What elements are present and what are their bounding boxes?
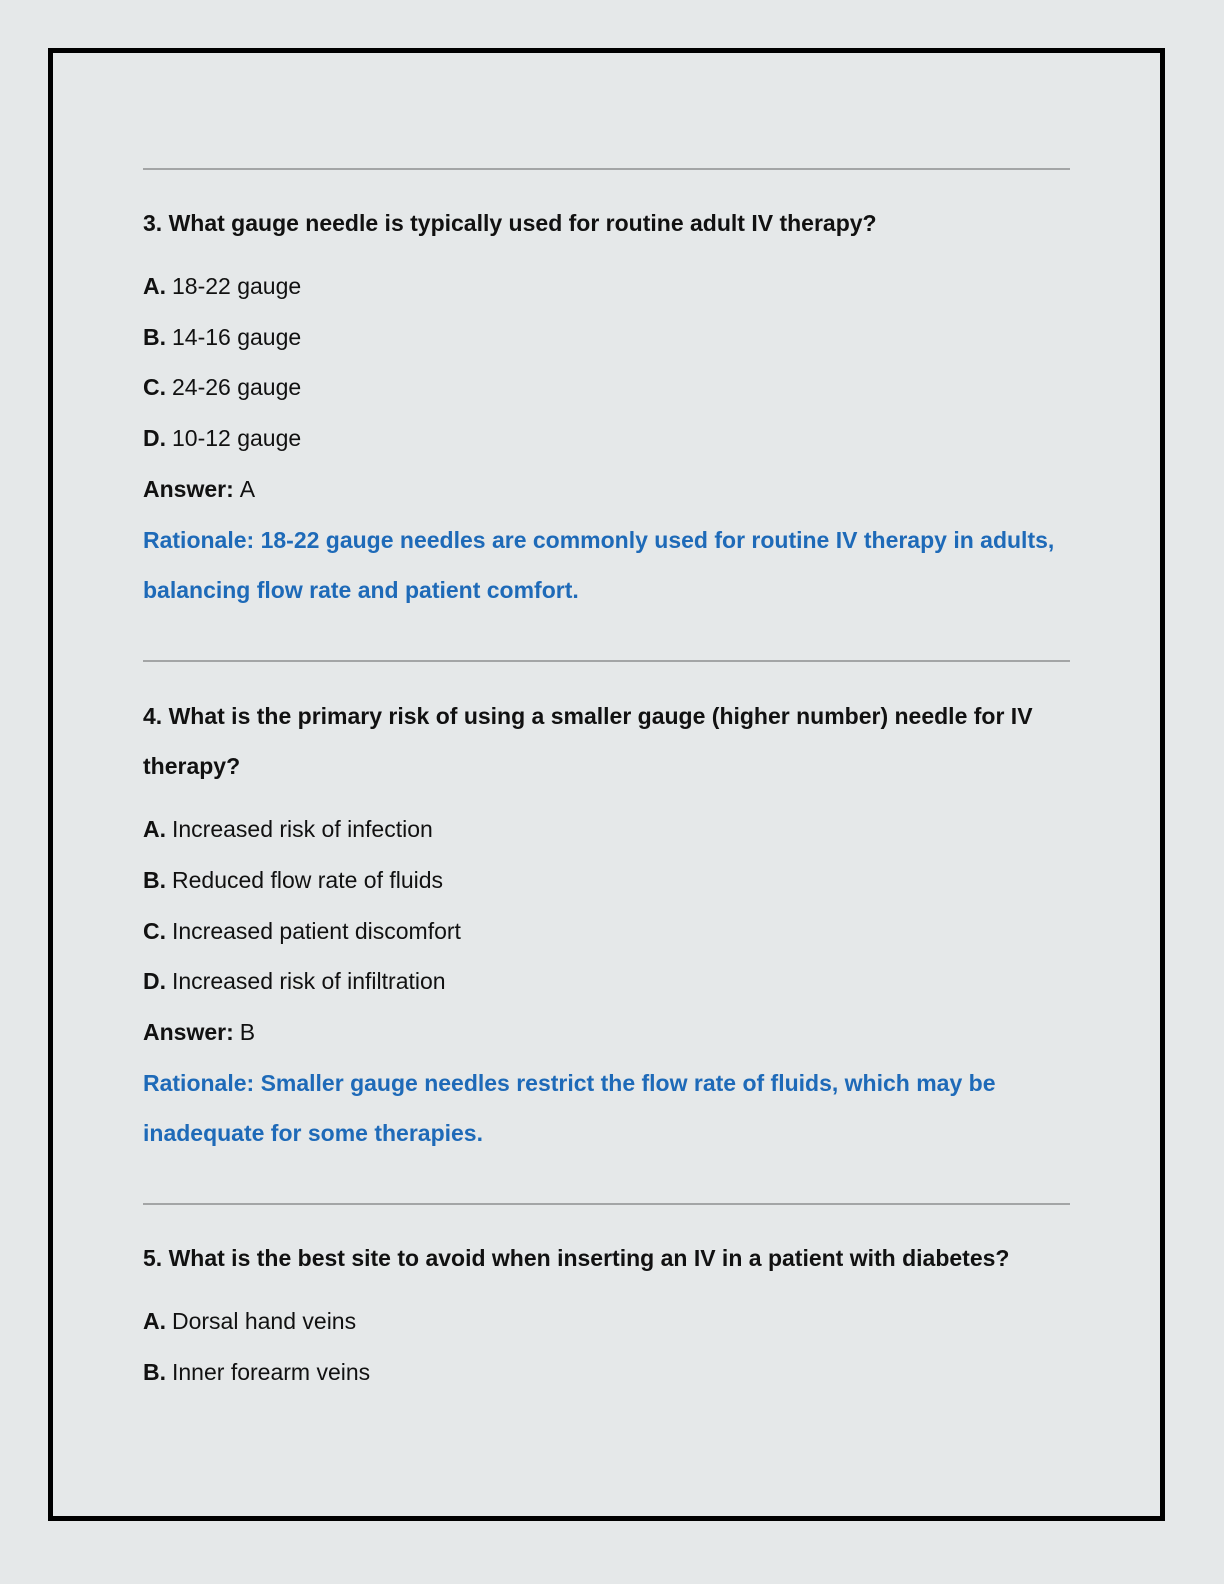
option-letter: A.	[143, 816, 166, 842]
option-a	[143, 271, 1070, 301]
option-text: Increased risk of infection	[172, 816, 433, 842]
option-text: 24-26 gauge	[172, 374, 302, 400]
option-letter: A.	[143, 1308, 166, 1334]
option-text: 14-16 gauge	[172, 324, 302, 350]
option-letter: B.	[143, 867, 166, 893]
answer-label: Answer:	[143, 1019, 234, 1045]
option-letter: D.	[143, 968, 166, 994]
option-letter: C.	[143, 918, 166, 944]
section-divider	[143, 1203, 1070, 1205]
option-d	[143, 966, 1070, 996]
question-4	[143, 691, 1070, 791]
option-letter: B.	[143, 324, 166, 350]
option-text: Increased risk of infiltration	[172, 968, 446, 994]
option-b	[143, 322, 1070, 352]
rationale-text: Rationale: 18-22 gauge needles are commonly used for routine IV therapy in adults, balancing flow rate and patient comfort.	[143, 527, 1055, 603]
answer-value: B	[239, 1019, 256, 1045]
answer-label: Answer:	[143, 476, 234, 502]
question-text: What gauge needle is typically used for routine adult IV therapy?	[168, 210, 877, 236]
option-text: Dorsal hand veins	[172, 1308, 357, 1334]
option-c	[143, 916, 1070, 946]
question-text: What is the primary risk of using a smaller gauge (higher number) needle for IV therapy?	[143, 703, 1033, 779]
answer-line	[143, 474, 1070, 504]
section-divider	[143, 168, 1070, 170]
option-b	[143, 865, 1070, 895]
answer-value: A	[239, 476, 256, 502]
answer-line	[143, 1017, 1070, 1047]
option-d	[143, 423, 1070, 453]
question-number: 3.	[143, 210, 163, 236]
option-letter: D.	[143, 425, 166, 451]
option-a	[143, 1306, 1070, 1336]
option-letter: B.	[143, 1359, 166, 1385]
option-b	[143, 1357, 1070, 1387]
question-5	[143, 1233, 1070, 1283]
option-letter: C.	[143, 374, 166, 400]
option-text: Increased patient discomfort	[172, 918, 461, 944]
question-text: What is the best site to avoid when inserting an IV in a patient with diabetes?	[168, 1245, 1010, 1271]
section-divider	[143, 660, 1070, 662]
option-letter: A.	[143, 273, 166, 299]
rationale-text: Rationale: Smaller gauge needles restrict the flow rate of fluids, which may be inadequate for some therapies.	[143, 1070, 996, 1146]
option-c	[143, 372, 1070, 402]
option-a	[143, 814, 1070, 844]
question-number: 5.	[143, 1245, 163, 1271]
option-text: 10-12 gauge	[172, 425, 302, 451]
question-number: 4.	[143, 703, 163, 729]
option-text: Reduced flow rate of fluids	[172, 867, 444, 893]
option-text: 18-22 gauge	[172, 273, 302, 299]
question-3	[143, 198, 1070, 248]
option-text: Inner forearm veins	[172, 1359, 371, 1385]
